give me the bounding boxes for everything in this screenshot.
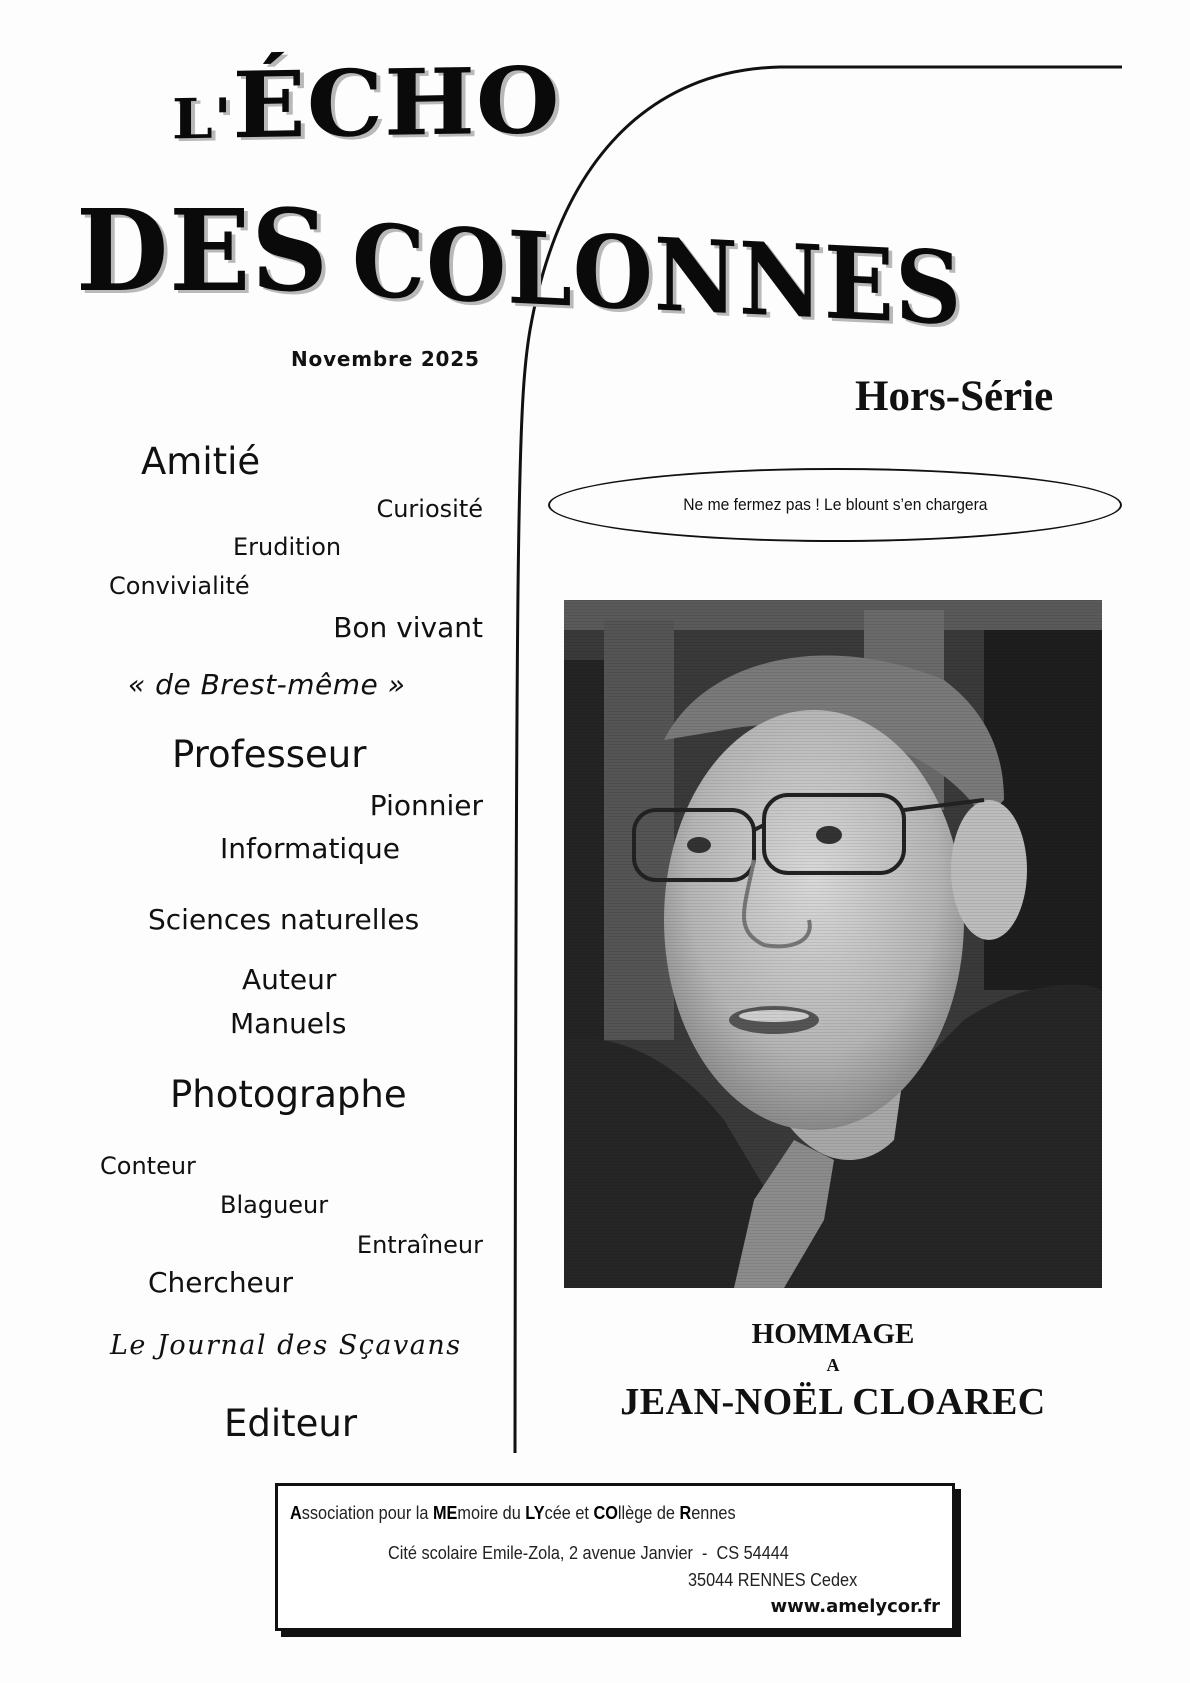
keyword-erudition: Erudition xyxy=(233,533,342,561)
association-text: ennes xyxy=(691,1502,736,1523)
address-line-1: Cité scolaire Emile-Zola, 2 avenue Janvier - CS 54444 xyxy=(388,1542,789,1563)
edition-label: Hors-Série xyxy=(855,373,1054,420)
association-text: llège de xyxy=(617,1502,680,1523)
keyword-convivialite: Convivialité xyxy=(109,572,250,600)
acronym-letter: ME xyxy=(433,1502,458,1523)
keyword-chercheur: Chercheur xyxy=(148,1266,294,1299)
keyword-manuels: Manuels xyxy=(230,1007,347,1040)
association-text: moire du xyxy=(457,1502,526,1523)
keyword-de-brest-meme: « de Brest-même » xyxy=(128,668,406,701)
keyword-pionnier: Pionnier xyxy=(369,789,483,822)
portrait-illustration xyxy=(564,600,1102,1288)
acronym-letter: A xyxy=(290,1502,302,1523)
keyword-photographe: Photographe xyxy=(170,1073,407,1116)
issue-date: Novembre 2025 xyxy=(291,347,480,371)
speech-bubble xyxy=(548,468,1122,542)
keyword-professeur: Professeur xyxy=(172,733,367,776)
masthead-echo: ÉCHO xyxy=(232,46,561,160)
keyword-editeur: Editeur xyxy=(224,1402,358,1445)
association-text: ssociation pour la xyxy=(301,1502,433,1523)
association-name xyxy=(290,1502,736,1524)
keyword-informatique: Informatique xyxy=(220,832,400,865)
portrait-photo xyxy=(564,600,1102,1288)
masthead-line2-colonnes xyxy=(352,201,963,348)
association-text: cée et xyxy=(544,1502,594,1523)
association-footer-box xyxy=(275,1483,955,1631)
masthead-line2-des: DES xyxy=(76,186,330,317)
keyword-entraineur: Entraîneur xyxy=(356,1231,483,1259)
tribute-line-a: A xyxy=(826,1355,840,1375)
keyword-sciences-naturelles: Sciences naturelles xyxy=(148,903,420,936)
keyword-conteur: Conteur xyxy=(100,1152,196,1180)
keyword-curiosite: Curiosité xyxy=(376,495,483,523)
keyword-journal-des-scavans: Le Journal des Sçavans xyxy=(110,1330,462,1361)
website-link[interactable]: www.amelycor.fr xyxy=(770,1596,940,1617)
address-line-2: 35044 RENNES Cedex xyxy=(688,1569,858,1590)
keyword-auteur: Auteur xyxy=(242,963,337,996)
acronym-letter: R xyxy=(679,1502,692,1523)
tribute-name: JEAN-NOËL CLOAREC xyxy=(620,1381,1046,1423)
acronym-letter: LY xyxy=(525,1502,545,1523)
acronym-letter: CO xyxy=(593,1502,618,1523)
keyword-bon-vivant: Bon vivant xyxy=(333,611,483,644)
tribute-line-hommage: HOMMAGE xyxy=(751,1318,915,1350)
masthead-prefix: L' xyxy=(172,86,233,152)
keyword-amitie: Amitié xyxy=(141,440,261,483)
keyword-blagueur: Blagueur xyxy=(220,1191,329,1219)
masthead-colonnes-text: COLONNES xyxy=(352,201,963,348)
masthead-line1 xyxy=(172,46,561,165)
bubble-text: Ne me fermez pas ! Le blount s’en chargera xyxy=(682,495,988,514)
